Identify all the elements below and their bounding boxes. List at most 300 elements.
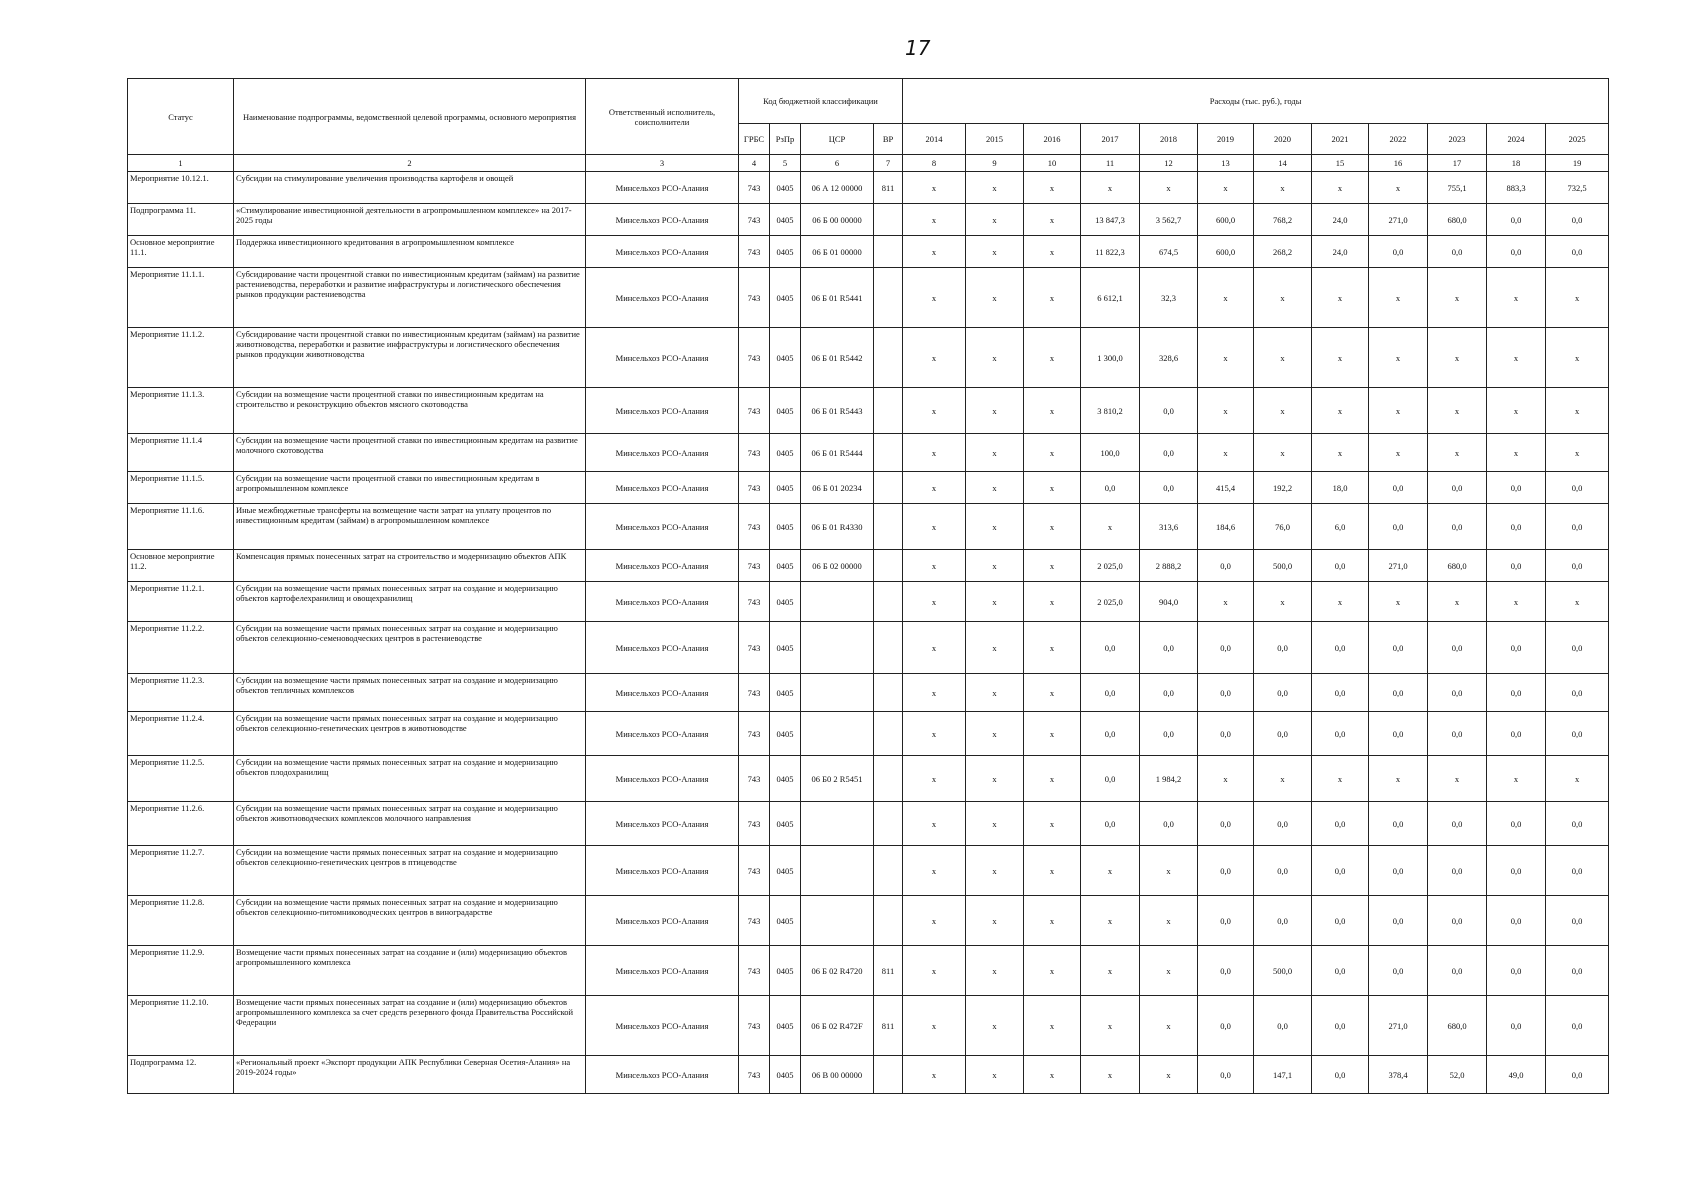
row-year-value: 0,0: [1198, 802, 1254, 846]
row-rzpr: 0405: [770, 674, 801, 712]
row-year-value: 0,0: [1140, 472, 1198, 504]
row-year-value: 0,0: [1312, 846, 1369, 896]
row-year-value: 0,0: [1312, 622, 1369, 674]
row-year-value: x: [1024, 582, 1081, 622]
row-year-value: x: [903, 472, 966, 504]
row-year-value: x: [1024, 802, 1081, 846]
row-status: Мероприятие 11.1.3.: [128, 388, 234, 434]
row-year-value: 0,0: [1140, 712, 1198, 756]
row-year-value: x: [1198, 328, 1254, 388]
row-year-value: 0,0: [1081, 674, 1140, 712]
row-executor: Минсельхоз РСО-Алания: [586, 896, 739, 946]
row-year-value: 755,1: [1428, 172, 1487, 204]
row-year-value: 24,0: [1312, 204, 1369, 236]
row-year-value: x: [1024, 472, 1081, 504]
table-row: [128, 896, 1609, 946]
row-rzpr: 0405: [770, 622, 801, 674]
row-name: Субсидирование части процентной ставки по инвестиционным кредитам (займам) на развитие растениеводства, переработки и развитие инфраструктуры и логистического обеспечения рынков продукции растениеводства: [234, 268, 586, 328]
row-year-value: x: [903, 504, 966, 550]
table-row: [128, 204, 1609, 236]
row-year-value: x: [903, 550, 966, 582]
row-year-value: 0,0: [1254, 896, 1312, 946]
row-status: Основное мероприятие 11.2.: [128, 550, 234, 582]
row-year-value: 0,0: [1487, 946, 1546, 996]
row-status: Мероприятие 11.2.2.: [128, 622, 234, 674]
row-year-value: 328,6: [1140, 328, 1198, 388]
row-rzpr: 0405: [770, 268, 801, 328]
row-year-value: x: [1546, 388, 1609, 434]
row-csr: 06 Б0 2 R5451: [801, 756, 874, 802]
row-year-value: 1 984,2: [1140, 756, 1198, 802]
row-rzpr: 0405: [770, 204, 801, 236]
row-year-value: 0,0: [1487, 996, 1546, 1056]
row-year-value: 1 300,0: [1081, 328, 1140, 388]
row-year-value: x: [1198, 582, 1254, 622]
row-csr: [801, 622, 874, 674]
table-row: [128, 472, 1609, 504]
row-year-value: 18,0: [1312, 472, 1369, 504]
row-executor: Минсельхоз РСО-Алания: [586, 268, 739, 328]
row-name: Субсидии на возмещение части процентной ставки по инвестиционным кредитам на развитие молочного скотоводства: [234, 434, 586, 472]
row-year-value: x: [1312, 582, 1369, 622]
row-year-value: 76,0: [1254, 504, 1312, 550]
row-year-value: 0,0: [1546, 622, 1609, 674]
row-year-value: 0,0: [1428, 504, 1487, 550]
row-year-value: x: [966, 172, 1024, 204]
row-year-value: x: [903, 236, 966, 268]
row-executor: Минсельхоз РСО-Алания: [586, 996, 739, 1056]
row-rzpr: 0405: [770, 996, 801, 1056]
header-year: 2024: [1487, 124, 1546, 155]
row-year-value: x: [903, 328, 966, 388]
row-year-value: 0,0: [1140, 622, 1198, 674]
row-year-value: x: [1254, 268, 1312, 328]
row-year-value: 0,0: [1198, 846, 1254, 896]
row-grbs: 743: [739, 946, 770, 996]
row-csr: [801, 674, 874, 712]
row-name: Субсидии на возмещение части процентной ставки по инвестиционным кредитам на строительство и реконструкцию объектов мясного скотоводства: [234, 388, 586, 434]
row-year-value: 500,0: [1254, 550, 1312, 582]
row-year-value: x: [1140, 846, 1198, 896]
row-year-value: 0,0: [1198, 996, 1254, 1056]
row-status: Мероприятие 11.2.9.: [128, 946, 234, 996]
row-year-value: 0,0: [1369, 472, 1428, 504]
row-year-value: x: [1024, 204, 1081, 236]
row-year-value: x: [1140, 1056, 1198, 1094]
header-year: 2022: [1369, 124, 1428, 155]
row-year-value: 0,0: [1487, 896, 1546, 946]
row-year-value: x: [1081, 946, 1140, 996]
row-year-value: x: [966, 434, 1024, 472]
row-year-value: 0,0: [1140, 434, 1198, 472]
row-rzpr: 0405: [770, 846, 801, 896]
row-vr: [874, 756, 903, 802]
row-rzpr: 0405: [770, 388, 801, 434]
row-year-value: x: [1024, 328, 1081, 388]
row-year-value: 732,5: [1546, 172, 1609, 204]
row-year-value: x: [903, 896, 966, 946]
row-year-value: 147,1: [1254, 1056, 1312, 1094]
row-executor: Минсельхоз РСО-Алания: [586, 204, 739, 236]
row-year-value: x: [1024, 756, 1081, 802]
row-year-value: x: [966, 802, 1024, 846]
row-year-value: x: [1081, 172, 1140, 204]
table-row: [128, 268, 1609, 328]
row-rzpr: 0405: [770, 1056, 801, 1094]
row-name: Субсидии на стимулирование увеличения производства картофеля и овощей: [234, 172, 586, 204]
column-number: 18: [1487, 155, 1546, 172]
column-numbers-row: [128, 155, 1609, 172]
column-number: 13: [1198, 155, 1254, 172]
row-executor: Минсельхоз РСО-Алания: [586, 712, 739, 756]
row-executor: Минсельхоз РСО-Алания: [586, 328, 739, 388]
row-grbs: 743: [739, 712, 770, 756]
row-rzpr: 0405: [770, 434, 801, 472]
row-year-value: x: [1024, 674, 1081, 712]
row-year-value: x: [1024, 236, 1081, 268]
row-year-value: x: [1198, 268, 1254, 328]
header-year: 2025: [1546, 124, 1609, 155]
row-year-value: 3 810,2: [1081, 388, 1140, 434]
row-year-value: x: [966, 236, 1024, 268]
row-year-value: 0,0: [1140, 674, 1198, 712]
page-number: 17: [905, 36, 931, 60]
row-year-value: 0,0: [1369, 896, 1428, 946]
row-year-value: x: [966, 268, 1024, 328]
row-grbs: 743: [739, 846, 770, 896]
header-executor: Ответственный исполнитель, соисполнители: [586, 79, 739, 155]
row-year-value: x: [1081, 504, 1140, 550]
table-row: [128, 622, 1609, 674]
row-year-value: 0,0: [1428, 946, 1487, 996]
row-year-value: 0,0: [1487, 846, 1546, 896]
row-name: Иные межбюджетные трансферты на возмещение части затрат на уплату процентов по инвестиционным кредитам (займам) в агропромышленном комплексе: [234, 504, 586, 550]
row-year-value: 313,6: [1140, 504, 1198, 550]
row-year-value: 0,0: [1487, 504, 1546, 550]
row-vr: [874, 582, 903, 622]
row-rzpr: 0405: [770, 504, 801, 550]
row-name: Субсидии на возмещение части прямых понесенных затрат на создание и модернизацию объектов селекционно-генетических центров в птицеводстве: [234, 846, 586, 896]
row-year-value: 0,0: [1312, 674, 1369, 712]
row-year-value: 0,0: [1254, 802, 1312, 846]
row-year-value: x: [966, 388, 1024, 434]
row-year-value: 0,0: [1081, 802, 1140, 846]
row-rzpr: 0405: [770, 896, 801, 946]
row-grbs: 743: [739, 472, 770, 504]
row-year-value: x: [1428, 268, 1487, 328]
row-year-value: 500,0: [1254, 946, 1312, 996]
column-number: 7: [874, 155, 903, 172]
row-year-value: x: [1254, 756, 1312, 802]
row-year-value: x: [1024, 268, 1081, 328]
row-year-value: x: [1312, 268, 1369, 328]
row-year-value: x: [1254, 328, 1312, 388]
row-year-value: 0,0: [1546, 712, 1609, 756]
row-year-value: x: [1024, 896, 1081, 946]
row-year-value: 0,0: [1198, 550, 1254, 582]
row-vr: [874, 712, 903, 756]
row-year-value: x: [1140, 996, 1198, 1056]
row-csr: [801, 846, 874, 896]
row-year-value: 0,0: [1428, 236, 1487, 268]
row-year-value: 2 888,2: [1140, 550, 1198, 582]
row-year-value: x: [1081, 996, 1140, 1056]
table-row: [128, 996, 1609, 1056]
row-year-value: x: [966, 472, 1024, 504]
row-year-value: 0,0: [1546, 846, 1609, 896]
row-status: Мероприятие 11.2.10.: [128, 996, 234, 1056]
row-name: Субсидии на возмещение части прямых понесенных затрат на создание и модернизацию объектов картофелехранилищ и овощехранилищ: [234, 582, 586, 622]
row-year-value: 600,0: [1198, 204, 1254, 236]
row-year-value: 0,0: [1487, 712, 1546, 756]
row-year-value: x: [903, 756, 966, 802]
row-year-value: x: [966, 756, 1024, 802]
row-year-value: 0,0: [1546, 550, 1609, 582]
row-year-value: x: [903, 996, 966, 1056]
column-number: 19: [1546, 155, 1609, 172]
row-status: Мероприятие 11.1.4: [128, 434, 234, 472]
row-year-value: 0,0: [1546, 674, 1609, 712]
row-year-value: x: [966, 204, 1024, 236]
row-year-value: x: [1369, 328, 1428, 388]
row-status: Мероприятие 11.2.8.: [128, 896, 234, 946]
table-body: [128, 172, 1609, 1094]
row-year-value: 0,0: [1140, 802, 1198, 846]
row-year-value: x: [1024, 434, 1081, 472]
table-row: [128, 550, 1609, 582]
row-year-value: 0,0: [1198, 622, 1254, 674]
row-year-value: x: [1254, 582, 1312, 622]
table-row: [128, 236, 1609, 268]
row-year-value: x: [1369, 268, 1428, 328]
row-year-value: 0,0: [1428, 472, 1487, 504]
header-year: 2019: [1198, 124, 1254, 155]
row-year-value: x: [966, 896, 1024, 946]
row-year-value: x: [1024, 712, 1081, 756]
row-csr: 06 Б 01 20234: [801, 472, 874, 504]
row-grbs: 743: [739, 550, 770, 582]
row-year-value: 192,2: [1254, 472, 1312, 504]
row-executor: Минсельхоз РСО-Алания: [586, 846, 739, 896]
row-year-value: x: [1546, 756, 1609, 802]
row-year-value: 0,0: [1546, 896, 1609, 946]
header-budget-code: Код бюджетной классификации: [739, 79, 903, 124]
row-name: «Региональный проект «Экспорт продукции АПК Республики Северная Осетия-Алания» на 2019-2024 годы»: [234, 1056, 586, 1094]
row-status: Мероприятие 11.1.5.: [128, 472, 234, 504]
row-year-value: 0,0: [1369, 674, 1428, 712]
header-year: 2018: [1140, 124, 1198, 155]
row-year-value: 0,0: [1198, 896, 1254, 946]
row-year-value: 0,0: [1254, 674, 1312, 712]
row-year-value: 100,0: [1081, 434, 1140, 472]
row-executor: Минсельхоз РСО-Алания: [586, 504, 739, 550]
row-year-value: 184,6: [1198, 504, 1254, 550]
row-vr: [874, 504, 903, 550]
row-year-value: x: [1024, 846, 1081, 896]
row-executor: Минсельхоз РСО-Алания: [586, 172, 739, 204]
row-vr: [874, 896, 903, 946]
row-status: Мероприятие 11.2.5.: [128, 756, 234, 802]
row-vr: [874, 434, 903, 472]
row-csr: [801, 802, 874, 846]
row-year-value: x: [966, 1056, 1024, 1094]
row-year-value: 883,3: [1487, 172, 1546, 204]
table-row: [128, 846, 1609, 896]
row-vr: [874, 236, 903, 268]
header-year: 2021: [1312, 124, 1369, 155]
row-year-value: 0,0: [1428, 896, 1487, 946]
row-name: «Стимулирование инвестиционной деятельности в агропромышленном комплексе» на 2017-2025 годы: [234, 204, 586, 236]
row-year-value: 0,0: [1254, 712, 1312, 756]
row-year-value: 271,0: [1369, 550, 1428, 582]
row-csr: 06 В 00 00000: [801, 1056, 874, 1094]
row-year-value: 24,0: [1312, 236, 1369, 268]
table-row: [128, 582, 1609, 622]
row-year-value: 680,0: [1428, 204, 1487, 236]
row-year-value: x: [1428, 328, 1487, 388]
row-year-value: 0,0: [1546, 204, 1609, 236]
column-number: 10: [1024, 155, 1081, 172]
row-year-value: x: [966, 582, 1024, 622]
row-year-value: 0,0: [1198, 674, 1254, 712]
row-csr: 06 Б 01 R4330: [801, 504, 874, 550]
row-year-value: x: [1312, 328, 1369, 388]
row-vr: [874, 550, 903, 582]
row-executor: Минсельхоз РСО-Алания: [586, 472, 739, 504]
header-year: 2020: [1254, 124, 1312, 155]
column-number: 6: [801, 155, 874, 172]
row-year-value: 0,0: [1546, 996, 1609, 1056]
row-grbs: 743: [739, 756, 770, 802]
row-year-value: x: [1487, 756, 1546, 802]
row-year-value: 0,0: [1428, 802, 1487, 846]
header-code-col: ГРБС: [739, 124, 770, 155]
row-year-value: 0,0: [1428, 622, 1487, 674]
row-executor: Минсельхоз РСО-Алания: [586, 622, 739, 674]
row-name: Компенсация прямых понесенных затрат на строительство и модернизацию объектов АПК: [234, 550, 586, 582]
row-grbs: 743: [739, 802, 770, 846]
row-year-value: 0,0: [1081, 756, 1140, 802]
row-year-value: x: [1081, 1056, 1140, 1094]
row-year-value: x: [903, 268, 966, 328]
table-row: [128, 712, 1609, 756]
row-year-value: 0,0: [1081, 712, 1140, 756]
row-csr: [801, 896, 874, 946]
row-vr: [874, 328, 903, 388]
row-status: Мероприятие 11.1.2.: [128, 328, 234, 388]
row-year-value: x: [1312, 434, 1369, 472]
header-year: 2023: [1428, 124, 1487, 155]
row-year-value: 0,0: [1369, 504, 1428, 550]
row-status: Мероприятие 11.1.1.: [128, 268, 234, 328]
row-year-value: 0,0: [1428, 674, 1487, 712]
row-name: Субсидии на возмещение части прямых понесенных затрат на создание и модернизацию объектов тепличных комплексов: [234, 674, 586, 712]
row-executor: Минсельхоз РСО-Алания: [586, 674, 739, 712]
row-year-value: 0,0: [1487, 204, 1546, 236]
column-number: 8: [903, 155, 966, 172]
row-year-value: x: [1312, 756, 1369, 802]
row-year-value: 0,0: [1487, 472, 1546, 504]
row-year-value: 0,0: [1369, 946, 1428, 996]
row-grbs: 743: [739, 388, 770, 434]
row-year-value: 11 822,3: [1081, 236, 1140, 268]
row-year-value: 0,0: [1487, 622, 1546, 674]
row-grbs: 743: [739, 996, 770, 1056]
row-vr: [874, 846, 903, 896]
row-year-value: 6 612,1: [1081, 268, 1140, 328]
row-year-value: 0,0: [1369, 802, 1428, 846]
row-year-value: 0,0: [1140, 388, 1198, 434]
row-executor: Минсельхоз РСО-Алания: [586, 388, 739, 434]
row-year-value: 0,0: [1369, 236, 1428, 268]
row-rzpr: 0405: [770, 712, 801, 756]
row-year-value: x: [966, 674, 1024, 712]
row-status: Подпрограмма 11.: [128, 204, 234, 236]
row-year-value: x: [1546, 268, 1609, 328]
row-name: Субсидирование части процентной ставки по инвестиционным кредитам (займам) на развитие животноводства, переработки и развитие инфраструктуры и логистического обеспечения рынков продукции животноводства: [234, 328, 586, 388]
row-status: Основное мероприятие 11.1.: [128, 236, 234, 268]
row-year-value: 600,0: [1198, 236, 1254, 268]
row-year-value: 0,0: [1546, 802, 1609, 846]
row-status: Подпрограмма 12.: [128, 1056, 234, 1094]
row-year-value: x: [1369, 434, 1428, 472]
header-name: Наименование подпрограммы, ведомственной целевой программы, основного мероприятия: [234, 79, 586, 155]
row-vr: [874, 802, 903, 846]
row-csr: 06 Б 01 R5442: [801, 328, 874, 388]
row-year-value: x: [1428, 756, 1487, 802]
row-year-value: 0,0: [1312, 802, 1369, 846]
row-year-value: 0,0: [1428, 846, 1487, 896]
column-number: 11: [1081, 155, 1140, 172]
row-year-value: 0,0: [1254, 622, 1312, 674]
table-row: [128, 388, 1609, 434]
row-name: Субсидии на возмещение части прямых понесенных затрат на создание и модернизацию объектов плодохранилищ: [234, 756, 586, 802]
row-year-value: 0,0: [1546, 504, 1609, 550]
row-csr: 06 Б 02 R4720: [801, 946, 874, 996]
row-rzpr: 0405: [770, 756, 801, 802]
row-year-value: x: [1140, 946, 1198, 996]
row-grbs: 743: [739, 236, 770, 268]
row-year-value: x: [903, 846, 966, 896]
row-vr: [874, 1056, 903, 1094]
header-expenses: Расходы (тыс. руб.), годы: [903, 79, 1609, 124]
row-csr: 06 Б 02 R472F: [801, 996, 874, 1056]
row-year-value: 0,0: [1312, 1056, 1369, 1094]
row-year-value: x: [1312, 388, 1369, 434]
column-number: 3: [586, 155, 739, 172]
row-year-value: x: [1081, 846, 1140, 896]
row-year-value: x: [1487, 582, 1546, 622]
table-row: [128, 802, 1609, 846]
row-status: Мероприятие 11.2.7.: [128, 846, 234, 896]
row-grbs: 743: [739, 504, 770, 550]
row-status: Мероприятие 11.1.6.: [128, 504, 234, 550]
row-year-value: x: [1024, 550, 1081, 582]
row-name: Субсидии на возмещение части прямых понесенных затрат на создание и модернизацию объектов животноводческих комплексов молочного направления: [234, 802, 586, 846]
row-year-value: x: [1140, 896, 1198, 946]
row-grbs: 743: [739, 896, 770, 946]
row-status: Мероприятие 10.12.1.: [128, 172, 234, 204]
row-grbs: 743: [739, 268, 770, 328]
row-year-value: 13 847,3: [1081, 204, 1140, 236]
row-executor: Минсельхоз РСО-Алания: [586, 236, 739, 268]
row-executor: Минсельхоз РСО-Алания: [586, 582, 739, 622]
row-year-value: x: [1140, 172, 1198, 204]
row-year-value: x: [1546, 434, 1609, 472]
row-rzpr: 0405: [770, 328, 801, 388]
row-year-value: x: [966, 996, 1024, 1056]
row-rzpr: 0405: [770, 172, 801, 204]
